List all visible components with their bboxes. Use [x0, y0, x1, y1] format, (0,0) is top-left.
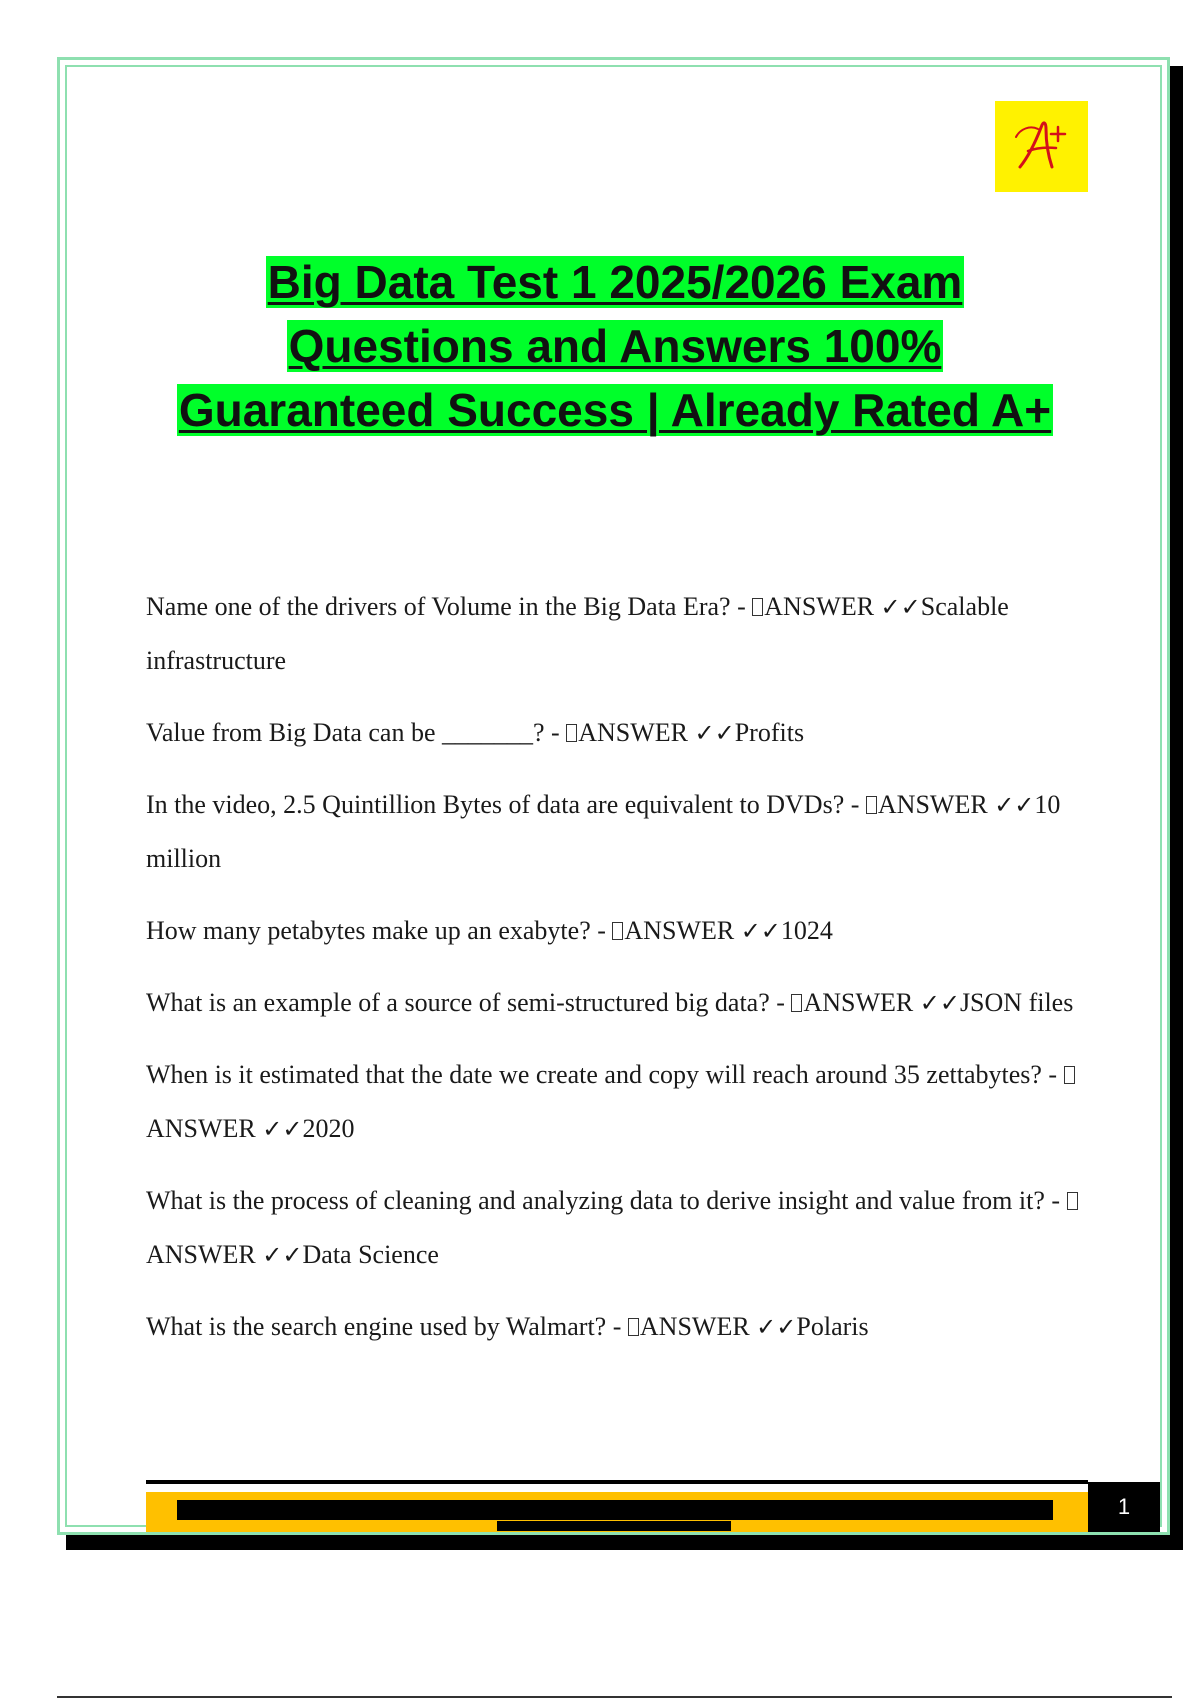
missing-glyph-icon: [752, 598, 763, 616]
double-check-icon: ✓✓: [756, 1313, 797, 1341]
title-line-3: Guaranteed Success | Already Rated A+: [178, 384, 1052, 436]
answer-prefix: -: [551, 718, 567, 747]
qa-item-1: [146, 580, 1096, 688]
answer-label: ANSWER: [578, 718, 695, 747]
missing-glyph-icon: [566, 724, 577, 742]
answer-text: 1024: [780, 916, 833, 945]
question-text: When is it estimated that the date we create and copy will reach around 35 zettabytes?: [146, 1060, 1042, 1089]
double-check-icon: ✓✓: [262, 1241, 303, 1269]
qa-item-8: [146, 1300, 1096, 1354]
qa-item-4: [146, 904, 1096, 958]
title-line-2: Questions and Answers 100%: [288, 320, 942, 372]
answer-prefix: -: [1051, 1186, 1067, 1215]
answer-text: Data Science: [302, 1240, 439, 1269]
question-text: How many petabytes make up an exabyte?: [146, 916, 591, 945]
question-text: What is the search engine used by Walmart?: [146, 1312, 607, 1341]
double-check-icon: ✓✓: [994, 791, 1035, 819]
qa-item-2: [146, 706, 1096, 760]
a-plus-logo-glyph: [1006, 111, 1078, 183]
missing-glyph-icon: [628, 1318, 639, 1336]
double-check-icon: ✓✓: [919, 989, 960, 1017]
answer-label: ANSWER: [877, 790, 995, 819]
answer-prefix: -: [737, 592, 753, 621]
answer-prefix: -: [850, 790, 866, 819]
double-check-icon: ✓✓: [880, 593, 921, 621]
a-plus-logo-icon: [995, 101, 1088, 192]
document-title: [60, 250, 1170, 442]
answer-text: Profits: [734, 718, 805, 747]
answer-prefix: -: [1048, 1060, 1064, 1089]
footer-bar-tail: [497, 1521, 731, 1531]
answer-label: ANSWER: [146, 1114, 263, 1143]
answer-label: ANSWER: [146, 1240, 263, 1269]
answer-prefix: -: [776, 988, 792, 1017]
question-text: What is an example of a source of semi-structured big data?: [146, 988, 770, 1017]
title-line-1: Big Data Test 1 2025/2026 Exam: [267, 256, 963, 308]
footer-rule: [146, 1480, 1088, 1484]
double-check-icon: ✓✓: [740, 917, 781, 945]
answer-text: 2020: [302, 1114, 355, 1143]
answer-text: 10 million: [146, 790, 1061, 873]
qa-item-3: [146, 778, 1096, 886]
missing-glyph-icon: [612, 922, 623, 940]
answer-text: Polaris: [796, 1312, 869, 1341]
answer-label: ANSWER: [624, 916, 741, 945]
answer-label: ANSWER: [764, 592, 881, 621]
answer-text: JSON files: [959, 988, 1074, 1017]
qa-item-7: [146, 1174, 1096, 1282]
question-text: Name one of the drivers of Volume in the Big Data Era?: [146, 592, 731, 621]
missing-glyph-icon: [1067, 1192, 1078, 1210]
double-check-icon: ✓✓: [694, 719, 735, 747]
page-number: 1: [1088, 1482, 1160, 1532]
answer-prefix: -: [612, 1312, 628, 1341]
qa-item-6: [146, 1048, 1096, 1156]
question-text: What is the process of cleaning and analyzing data to derive insight and value from it?: [146, 1186, 1045, 1215]
double-check-icon: ✓✓: [262, 1115, 303, 1143]
answer-label: ANSWER: [803, 988, 920, 1017]
answer-prefix: -: [597, 916, 613, 945]
footer-bar-inner: [177, 1500, 1053, 1520]
qa-list: [146, 580, 1096, 1372]
missing-glyph-icon: [866, 796, 877, 814]
question-text: Value from Big Data can be _______?: [146, 718, 545, 747]
question-text: In the video, 2.5 Quintillion Bytes of data are equivalent to DVDs?: [146, 790, 845, 819]
answer-label: ANSWER: [639, 1312, 757, 1341]
missing-glyph-icon: [791, 994, 802, 1012]
answer-text: Scalable infrastructure: [146, 592, 1009, 675]
qa-item-5: [146, 976, 1096, 1030]
missing-glyph-icon: [1064, 1066, 1075, 1084]
page-bottom-rule: [57, 1696, 1172, 1698]
